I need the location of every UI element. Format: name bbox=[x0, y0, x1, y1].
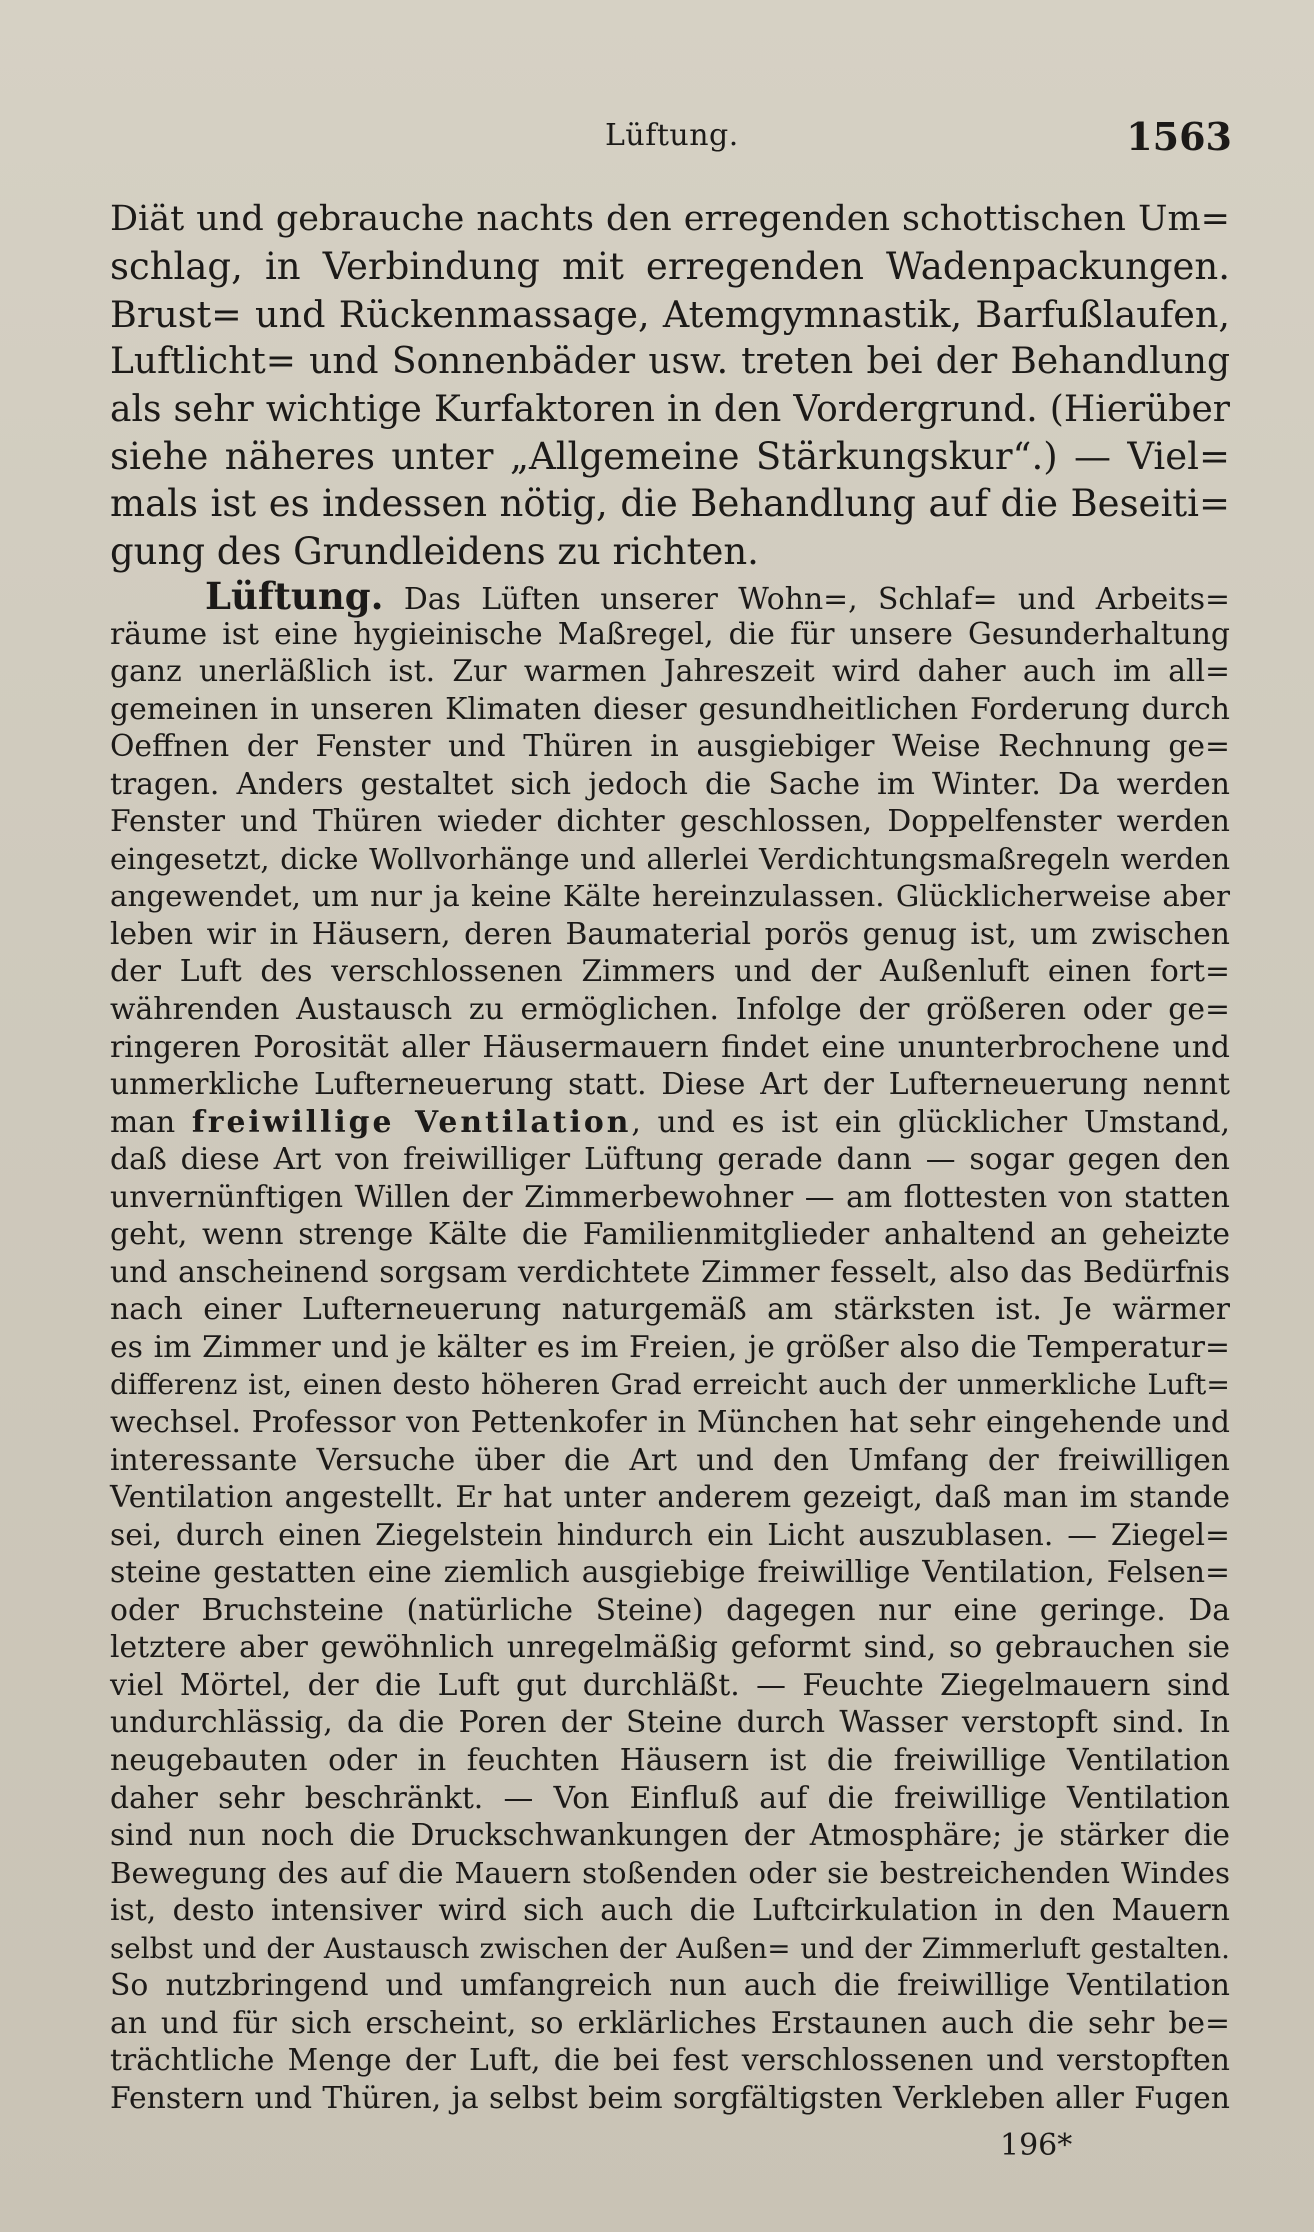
text-line: daher sehr beschränkt. — Von Einfluß auf die freiwillige Ventilation bbox=[110, 1780, 1230, 1816]
running-head: Lüftung. bbox=[605, 118, 739, 153]
text-line: neugebauten oder in feuchten Häusern ist die freiwillige Ventilation bbox=[110, 1742, 1230, 1778]
text-line: So nutzbringend und umfangreich nun auch die freiwillige Ventilation bbox=[110, 1968, 1230, 2004]
text-line: ringeren Porosität aller Häusermauern findet eine ununterbrochene und bbox=[110, 1029, 1230, 1065]
text-line: schlag, in Verbindung mit erregenden Wadenpackungen. bbox=[110, 245, 1230, 289]
entry-first-line bbox=[110, 574, 1230, 618]
text-line: Oeffnen der Fenster und Thüren in ausgiebiger Weise Rechnung ge= bbox=[110, 729, 1230, 765]
text-line: währenden Austausch zu ermöglichen. Infolge der größeren oder ge= bbox=[110, 992, 1230, 1028]
text-line: Fenster und Thüren wieder dichter geschlossen, Doppelfenster werden bbox=[110, 804, 1230, 840]
text-line: leben wir in Häusern, deren Baumaterial porös genug ist, um zwischen bbox=[110, 916, 1230, 952]
page-number: 1563 bbox=[1126, 114, 1232, 159]
text-line: wechsel. Professor von Pettenkofer in München hat sehr eingehende und bbox=[110, 1405, 1230, 1441]
text-line: nach einer Lufterneuerung naturgemäß am stärksten ist. Je wärmer bbox=[110, 1292, 1230, 1328]
text-line: räume ist eine hygieinische Maßregel, die für unsere Gesunderhaltung bbox=[110, 616, 1230, 652]
text-line: differenz ist, einen desto höheren Grad erreicht auch der unmerkliche Luft= bbox=[110, 1368, 1230, 1402]
text-line: interessante Versuche über die Art und den Umfang der freiwilligen bbox=[110, 1442, 1230, 1478]
text-fragment: man bbox=[110, 1104, 176, 1140]
text-line: viel Mörtel, der die Luft gut durchläßt. — Feuchte Ziegelmauern sind bbox=[110, 1667, 1230, 1703]
text-fragment: , und es ist ein glücklicher Umstand, bbox=[631, 1104, 1230, 1140]
text-line: siehe näheres unter „Allgemeine Stärkungskur“.) — Viel= bbox=[110, 434, 1230, 478]
text-line: sei, durch einen Ziegelstein hindurch ein Licht auszublasen. — Ziegel= bbox=[110, 1517, 1230, 1553]
text-line: der Luft des verschlossenen Zimmers und der Außenluft einen fort= bbox=[110, 954, 1230, 990]
text-line: Diät und gebrauche nachts den erregenden schottischen Um= bbox=[110, 199, 1230, 239]
text-line: es im Zimmer und je kälter es im Freien, je größer also die Temperatur= bbox=[110, 1329, 1230, 1365]
entry-lueftung bbox=[110, 574, 1230, 2117]
text-line: tragen. Anders gestaltet sich jedoch die Sache im Winter. Da werden bbox=[110, 766, 1230, 802]
text-line: ist, desto intensiver wird sich auch die Luftcirkulation in den Mauern bbox=[110, 1893, 1230, 1929]
text-line: Luftlicht= und Sonnenbäder usw. treten bei der Behandlung bbox=[110, 341, 1230, 383]
text-line: an und für sich erscheint, so erklärliches Erstaunen auch die sehr be= bbox=[110, 2005, 1230, 2041]
text-line: Ventilation angestellt. Er hat unter anderem gezeigt, daß man im stande bbox=[110, 1480, 1230, 1516]
text-line: unvernünftigen Willen der Zimmerbewohner — am flottesten von statten bbox=[110, 1179, 1230, 1215]
text-line: Brust= und Rückenmassage, Atemgymnastik, Barfußlaufen, bbox=[110, 292, 1230, 336]
signature-mark: 196* bbox=[1000, 2128, 1073, 2163]
text-line: unmerkliche Lufterneuerung statt. Diese Art der Lufterneuerung nennt bbox=[110, 1067, 1230, 1103]
text-line: Fenstern und Thüren, ja selbst beim sorgfältigsten Verkleben aller Fugen bbox=[110, 2080, 1230, 2116]
text-line: sind nun noch die Druckschwankungen der Atmosphäre; je stärker die bbox=[110, 1818, 1230, 1854]
text-line: als sehr wichtige Kurfaktoren in den Vordergrund. (Hierüber bbox=[110, 388, 1230, 430]
text-line: ganz unerläßlich ist. Zur warmen Jahreszeit wird daher auch im all= bbox=[110, 654, 1230, 690]
text-line: oder Bruchsteine (natürliche Steine) dagegen nur eine geringe. Da bbox=[110, 1592, 1230, 1628]
text-line: gung des Grundleidens zu richten. bbox=[110, 529, 759, 573]
entry-first-line-text: Das Lüften unserer Wohn=, Schlaf= und Arbeits= bbox=[403, 582, 1230, 617]
text-line: und anscheinend sorgsam verdichtete Zimmer fesselt, also das Bedürfnis bbox=[110, 1254, 1230, 1290]
text-line: eingesetzt, dicke Wollvorhänge und allerlei Verdichtungsmaßregeln werden bbox=[110, 841, 1230, 876]
text-line: mals ist es indessen nötig, die Behandlung auf die Beseiti= bbox=[110, 482, 1230, 526]
text-line: Bewegung des auf die Mauern stoßenden oder sie bestreichenden Windes bbox=[110, 1855, 1230, 1890]
text-line: gemeinen in unseren Klimaten dieser gesundheitlichen Forderung durch bbox=[110, 691, 1230, 727]
text-line: steine gestatten eine ziemlich ausgiebige freiwillige Ventilation, Felsen= bbox=[110, 1555, 1230, 1591]
continuation-paragraph bbox=[110, 196, 1230, 575]
text-line: geht, wenn strenge Kälte die Familienmitglieder anhaltend an geheizte bbox=[110, 1217, 1230, 1253]
emphasized-term: freiwillige Ventilation bbox=[191, 1104, 632, 1140]
spaced-term-line bbox=[110, 1104, 1230, 1142]
text-line: angewendet, um nur ja keine Kälte hereinzulassen. Glücklicherweise aber bbox=[110, 879, 1230, 914]
text-line: trächtliche Menge der Luft, die bei fest verschlossenen und verstopften bbox=[110, 2043, 1230, 2079]
text-line: letztere aber gewöhnlich unregelmäßig geformt sind, so gebrauchen sie bbox=[110, 1630, 1230, 1666]
text-line: daß diese Art von freiwilliger Lüftung gerade dann — sogar gegen den bbox=[110, 1142, 1230, 1178]
text-line: undurchlässig, da die Poren der Steine durch Wasser verstopft sind. In bbox=[110, 1705, 1230, 1741]
text-line: selbst und der Austausch zwischen der Außen= und der Zimmerluft gestalten. bbox=[110, 1931, 1230, 1965]
entry-headword: Lüftung. bbox=[205, 574, 384, 618]
